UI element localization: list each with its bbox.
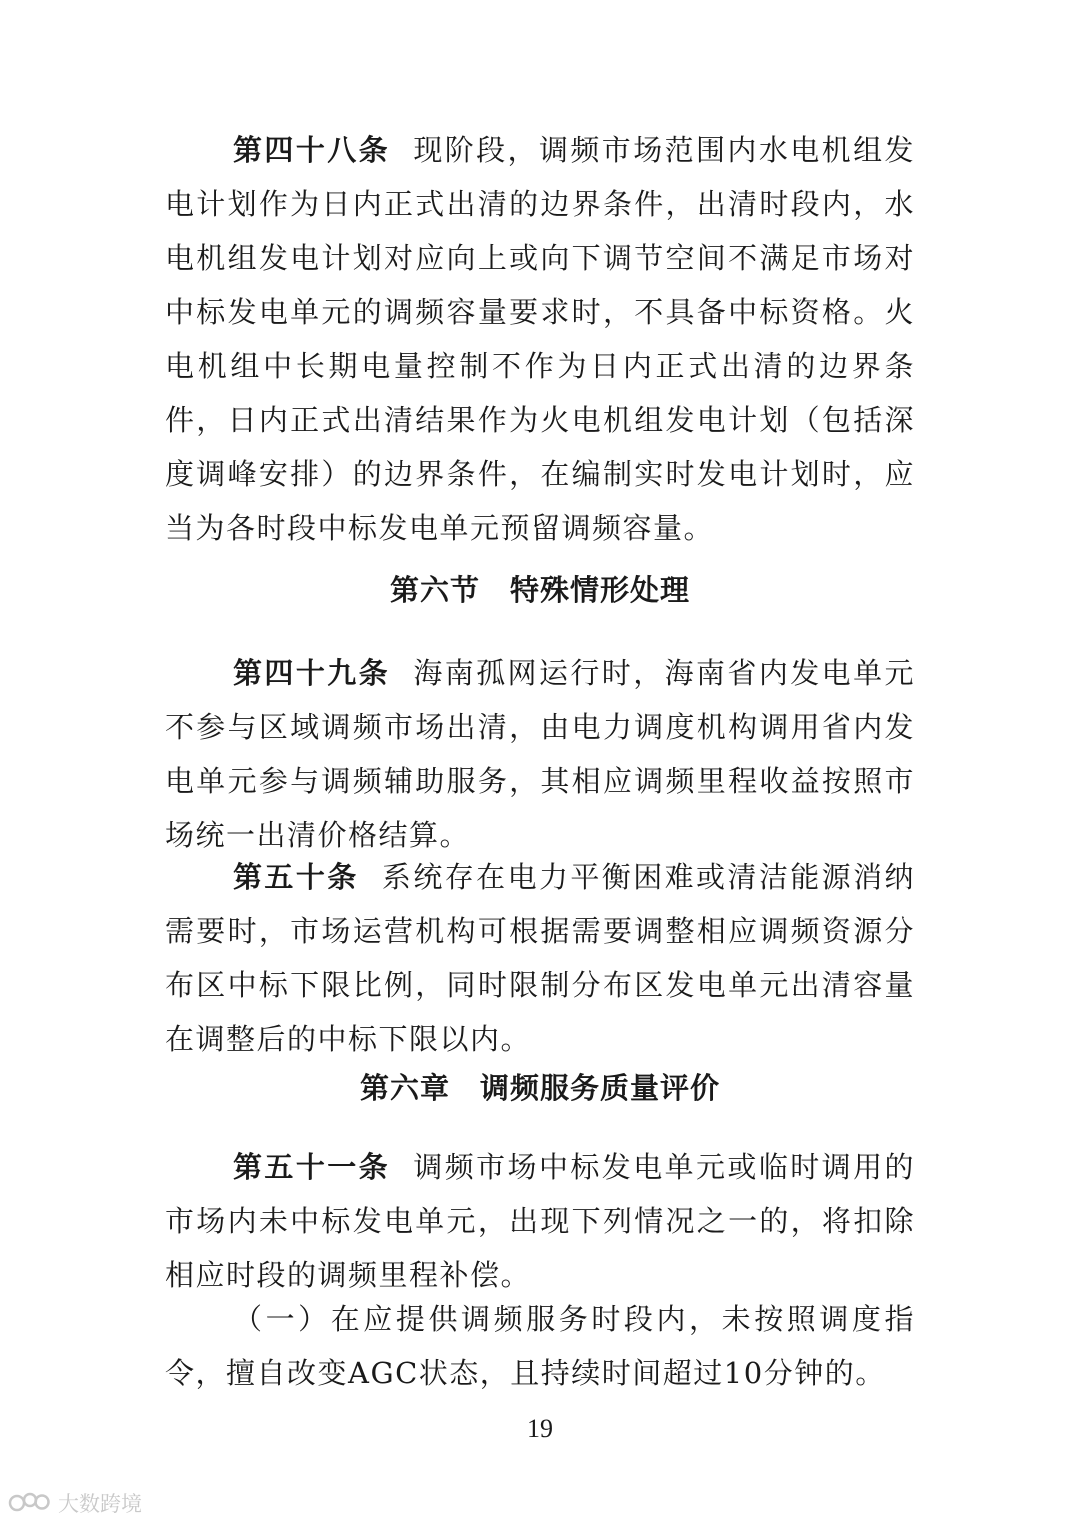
- article-49-lead: 第四十九条: [233, 656, 391, 690]
- watermark: [8, 1488, 142, 1518]
- section-heading: 第六节 特殊情形处理: [389, 573, 690, 607]
- watermark-text: 大数跨境: [58, 1492, 142, 1516]
- chapter-heading: 第六章 调频服务质量评价: [359, 1071, 720, 1105]
- article-49: [165, 646, 915, 862]
- item-1: [165, 1292, 915, 1400]
- article-51-lead: 第五十一条: [233, 1150, 391, 1184]
- logo-icon: [8, 1490, 52, 1516]
- article-48-lead: 第四十八条: [233, 133, 391, 167]
- article-48-text: 现阶段，调频市场范围内水电机组发电计划作为日内正式出清的边界条件，出清时段内，水电机组发电计划对应向上或向下调节空间不满足市场对中标发电单元的调频容量要求时，不具备中标资格。火电机组中长期电量控制不作为日内正式出清的边界条件，日内正式出清结果作为火电机组发电计划（包括深度调峰安排）的边界条件，在编制实时发电计划时，应当为各时段中标发电单元预留调频容量。: [165, 133, 915, 545]
- article-51-text: 调频市场中标发电单元或临时调用的市场内未中标发电单元，出现下列情况之一的，将扣除相应时段的调频里程补偿。: [165, 1150, 915, 1292]
- item-1-text: （一）在应提供调频服务时段内，未按照调度指令，擅自改变AGC状态，且持续时间超过10分钟的。: [165, 1302, 915, 1390]
- article-50-text: 系统存在电力平衡困难或清洁能源消纳需要时，市场运营机构可根据需要调整相应调频资源分布区中标下限比例，同时限制分布区发电单元出清容量在调整后的中标下限以内。: [165, 860, 915, 1056]
- article-50-lead: 第五十条: [233, 860, 359, 894]
- article-50: [165, 850, 915, 1066]
- article-51: [165, 1140, 915, 1302]
- article-48: [165, 123, 915, 555]
- page-number: 19: [527, 1414, 553, 1443]
- article-49-text: 海南孤网运行时，海南省内发电单元不参与区域调频市场出清，由电力调度机构调用省内发电单元参与调频辅助服务，其相应调频里程收益按照市场统一出清价格结算。: [165, 656, 915, 852]
